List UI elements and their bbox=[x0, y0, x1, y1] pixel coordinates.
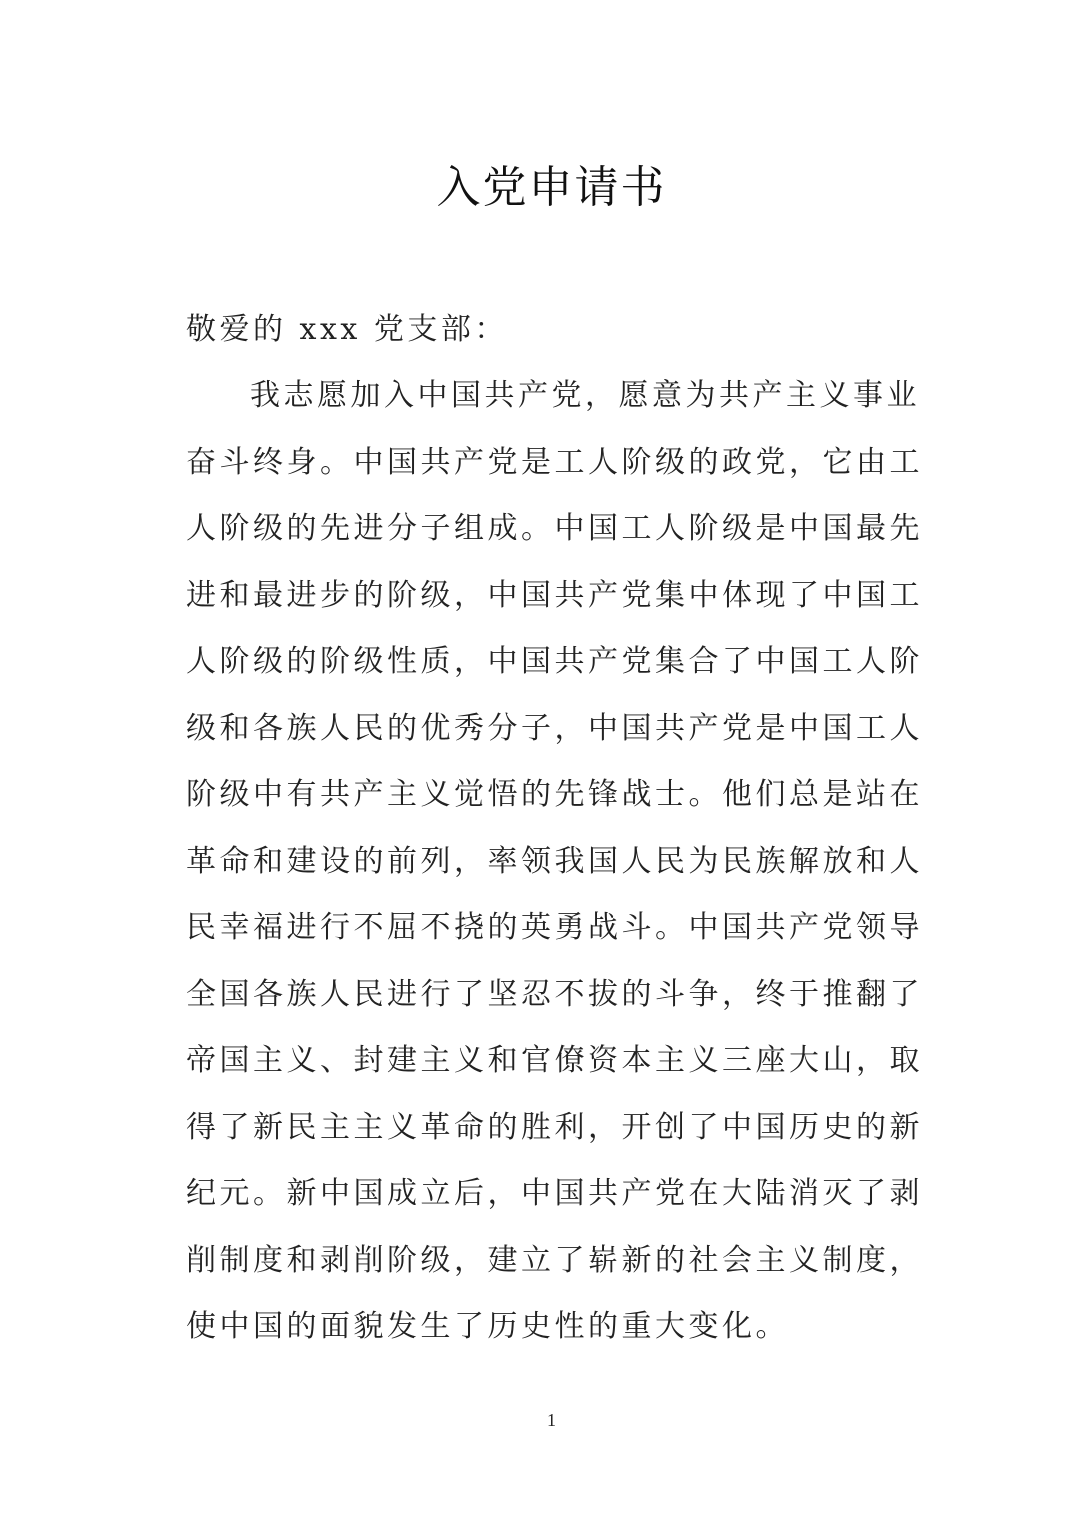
paragraph-line: 削制度和剥削阶级，建立了崭新的社会主义制度， bbox=[186, 1242, 923, 1278]
paragraph-line: 级和各族人民的优秀分子，中国共产党是中国工人 bbox=[186, 710, 923, 746]
paragraph-line: 民幸福进行不屈不挠的英勇战斗。中国共产党领导 bbox=[186, 910, 923, 945]
paragraph-line: 革命和建设的前列，率领我国人民为民族解放和人 bbox=[186, 843, 923, 879]
paragraph bbox=[186, 363, 921, 1361]
document-body bbox=[186, 297, 921, 1361]
page-number: 1 bbox=[547, 1410, 556, 1430]
paragraph-line: 阶级中有共产主义觉悟的先锋战士。他们总是站在 bbox=[186, 777, 923, 812]
paragraph-line: 进和最进步的阶级，中国共产党集中体现了中国工 bbox=[186, 577, 923, 613]
paragraph-line: 全国各族人民进行了坚忍不拔的斗争，终于推翻了 bbox=[186, 976, 923, 1012]
paragraph-line: 帝国主义、封建主义和官僚资本主义三座大山，取 bbox=[186, 1043, 923, 1078]
paragraph-line: 我志愿加入中国共产党，愿意为共产主义事业 bbox=[250, 378, 920, 413]
paragraph-line: 使中国的面貌发生了历史性的重大变化。 bbox=[186, 1309, 789, 1344]
salutation: 敬爱的 xxx 党支部： bbox=[186, 312, 508, 347]
paragraph-line: 人阶级的先进分子组成。中国工人阶级是中国最先 bbox=[186, 511, 923, 546]
paragraph-line: 人阶级的阶级性质，中国共产党集合了中国工人阶 bbox=[186, 644, 923, 679]
document-title: 入党申请书 bbox=[436, 162, 667, 213]
paragraph-line: 奋斗终身。中国共产党是工人阶级的政党，它由工 bbox=[186, 444, 923, 480]
paragraph-line: 纪元。新中国成立后，中国共产党在大陆消灭了剥 bbox=[186, 1176, 923, 1211]
paragraph-line: 得了新民主主义革命的胜利，开创了中国历史的新 bbox=[186, 1109, 923, 1145]
